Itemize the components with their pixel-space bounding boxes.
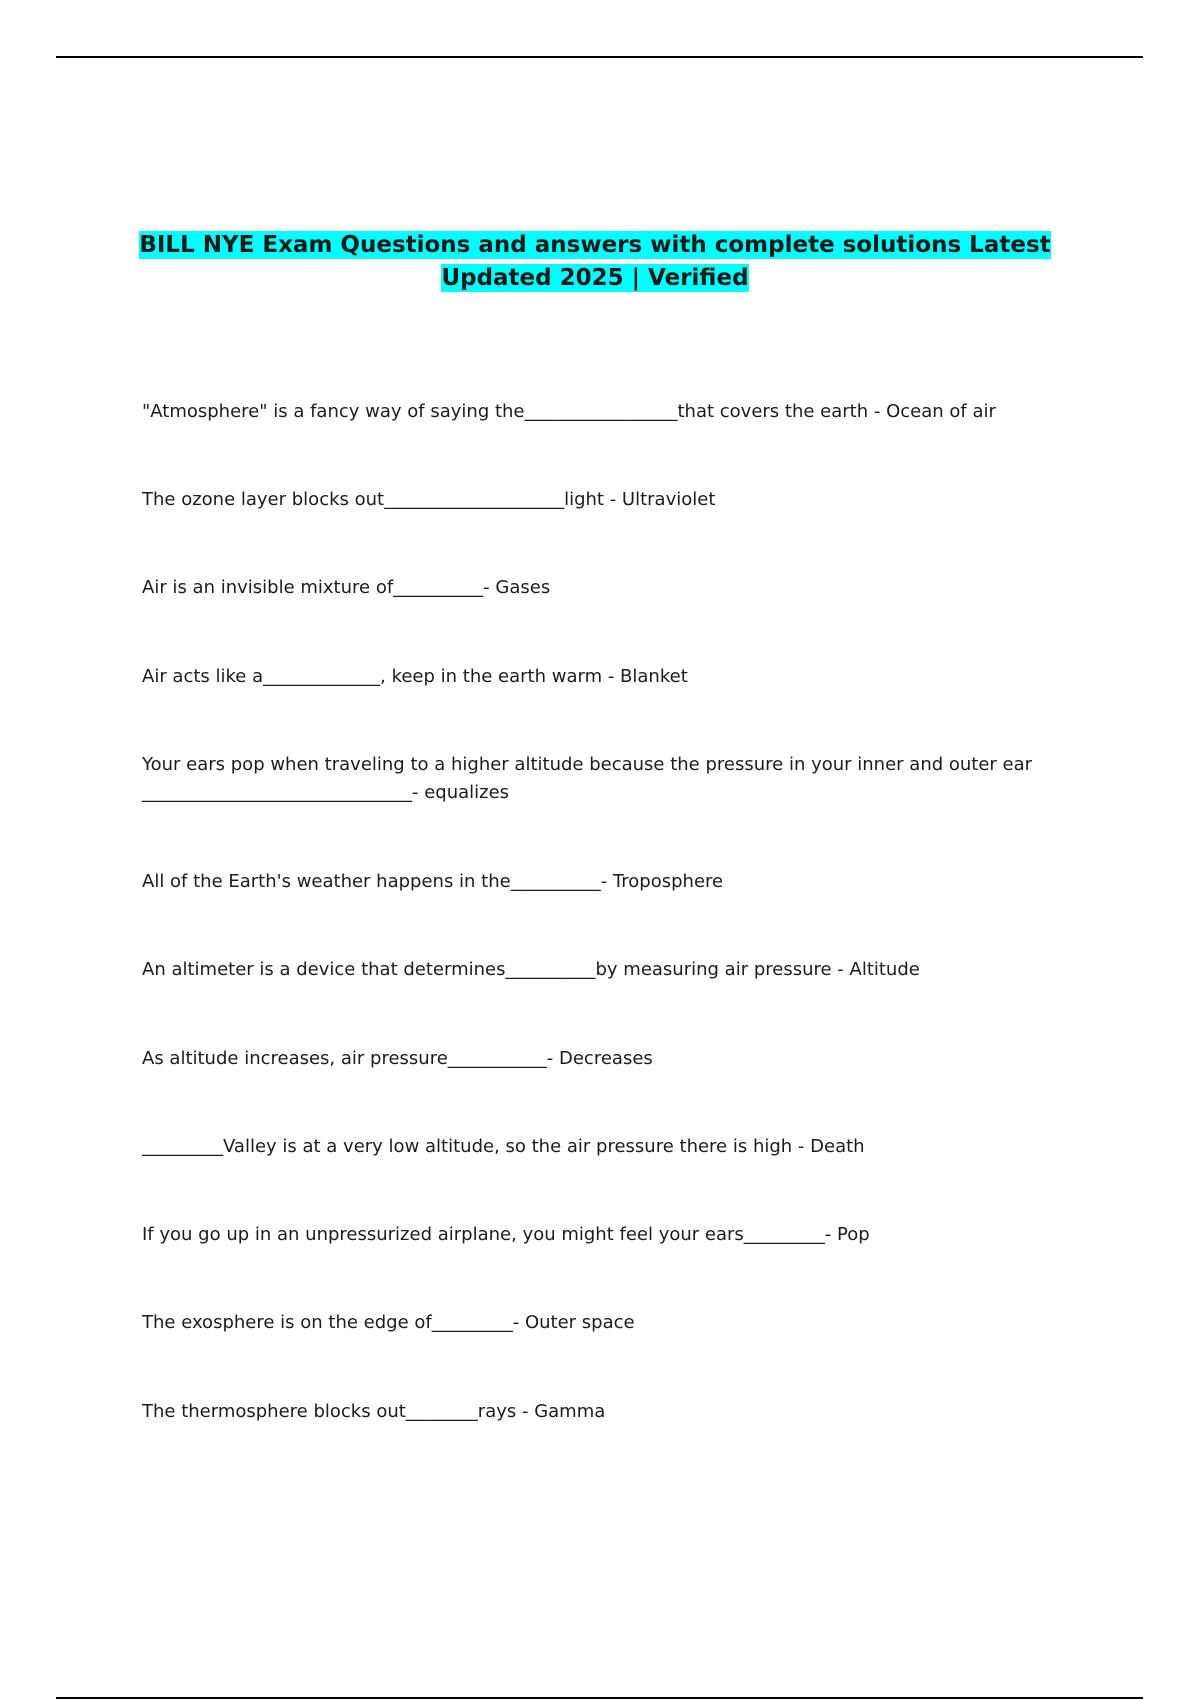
document-title bbox=[120, 229, 1070, 295]
qa-item: Air is an invisible mixture of__________- Gases bbox=[142, 577, 551, 598]
qa-item: The ozone layer blocks out____________________light - Ultraviolet bbox=[142, 489, 716, 510]
qa-item: Your ears pop when traveling to a higher altitude because the pressure in your inner and outer ear ______________________________- equalizes bbox=[142, 754, 1038, 803]
qa-item: If you go up in an unpressurized airplane, you might feel your ears_________- Pop bbox=[142, 1224, 870, 1245]
title-highlight: BILL NYE Exam Questions and answers with complete solutions Latest Updated 2025 | Verified bbox=[139, 232, 1051, 291]
qa-item: "Atmosphere" is a fancy way of saying the_________________that covers the earth - Ocean of air bbox=[142, 401, 996, 422]
qa-item: The thermosphere blocks out________rays - Gamma bbox=[142, 1401, 606, 1422]
qa-item: All of the Earth's weather happens in the__________- Troposphere bbox=[142, 871, 724, 892]
qa-item: An altimeter is a device that determines__________by measuring air pressure - Altitude bbox=[142, 959, 920, 980]
top-rule bbox=[56, 56, 1143, 58]
qa-item: As altitude increases, air pressure___________- Decreases bbox=[142, 1048, 653, 1069]
qa-item: Air acts like a_____________, keep in the earth warm - Blanket bbox=[142, 666, 688, 687]
qa-item: The exosphere is on the edge of_________- Outer space bbox=[142, 1312, 635, 1333]
qa-item: _________Valley is at a very low altitude, so the air pressure there is high - Death bbox=[142, 1136, 865, 1157]
bottom-rule bbox=[56, 1697, 1143, 1699]
